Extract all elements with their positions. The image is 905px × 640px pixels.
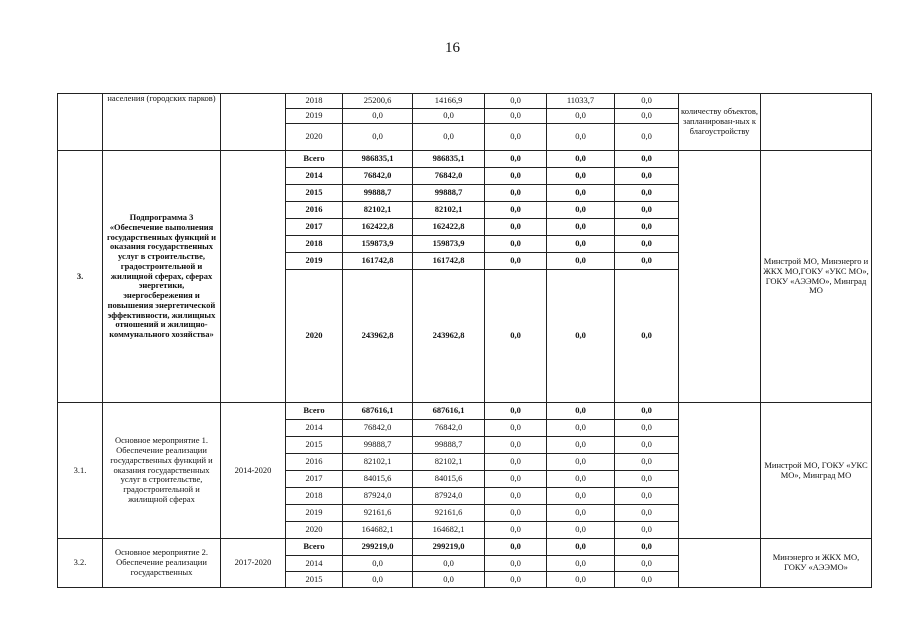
value-cell: 161742,8 xyxy=(413,253,485,270)
value-cell: 0,0 xyxy=(615,454,679,471)
total-cell: 0,0 xyxy=(343,572,413,588)
value-cell: 0,0 xyxy=(485,151,547,168)
value-cell: 0,0 xyxy=(485,437,547,454)
year-cell: Всего xyxy=(286,539,343,556)
value-cell: 0,0 xyxy=(615,151,679,168)
total-cell: 986835,1 xyxy=(343,151,413,168)
value-cell: 0,0 xyxy=(547,185,615,202)
value-cell: 0,0 xyxy=(615,556,679,572)
value-cell: 162422,8 xyxy=(413,219,485,236)
period-cell xyxy=(221,94,286,151)
value-cell: 0,0 xyxy=(547,420,615,437)
value-cell: 299219,0 xyxy=(413,539,485,556)
value-cell: 687616,1 xyxy=(413,403,485,420)
value-cell: 0,0 xyxy=(485,572,547,588)
executor-cell xyxy=(761,94,872,151)
value-cell: 164682,1 xyxy=(413,522,485,539)
total-cell: 159873,9 xyxy=(343,236,413,253)
value-cell: 0,0 xyxy=(485,556,547,572)
value-cell: 0,0 xyxy=(615,202,679,219)
value-cell: 243962,8 xyxy=(413,270,485,403)
value-cell: 0,0 xyxy=(615,505,679,522)
total-cell: 82102,1 xyxy=(343,202,413,219)
value-cell: 11033,7 xyxy=(547,94,615,109)
total-cell: 99888,7 xyxy=(343,185,413,202)
value-cell: 0,0 xyxy=(485,471,547,488)
result-cell xyxy=(679,539,761,588)
result-cell xyxy=(679,403,761,539)
value-cell: 0,0 xyxy=(615,270,679,403)
year-cell: 2020 xyxy=(286,522,343,539)
value-cell: 0,0 xyxy=(615,572,679,588)
total-cell: 76842,0 xyxy=(343,420,413,437)
row-number-cell: 3.2. xyxy=(58,539,103,588)
value-cell: 0,0 xyxy=(547,151,615,168)
year-cell: 2020 xyxy=(286,270,343,403)
value-cell: 0,0 xyxy=(485,505,547,522)
value-cell: 0,0 xyxy=(615,488,679,505)
total-cell: 161742,8 xyxy=(343,253,413,270)
value-cell: 0,0 xyxy=(547,437,615,454)
year-cell: 2019 xyxy=(286,109,343,124)
period-cell: 2014-2020 xyxy=(221,403,286,539)
value-cell: 0,0 xyxy=(485,124,547,151)
total-cell: 687616,1 xyxy=(343,403,413,420)
value-cell: 0,0 xyxy=(547,168,615,185)
year-cell: 2017 xyxy=(286,471,343,488)
row-number-cell: 3.1. xyxy=(58,403,103,539)
value-cell: 84015,6 xyxy=(413,471,485,488)
value-cell: 0,0 xyxy=(615,236,679,253)
measure-name-cell: населения (городских парков) xyxy=(103,94,221,151)
total-cell: 0,0 xyxy=(343,556,413,572)
value-cell: 76842,0 xyxy=(413,168,485,185)
value-cell: 0,0 xyxy=(413,124,485,151)
total-cell: 82102,1 xyxy=(343,454,413,471)
total-cell: 0,0 xyxy=(343,124,413,151)
value-cell: 0,0 xyxy=(615,522,679,539)
page-number: 16 xyxy=(445,40,460,56)
year-cell: 2016 xyxy=(286,454,343,471)
value-cell: 99888,7 xyxy=(413,437,485,454)
row-number-cell: 3. xyxy=(58,151,103,403)
value-cell: 0,0 xyxy=(615,420,679,437)
year-cell: 2015 xyxy=(286,572,343,588)
value-cell: 0,0 xyxy=(485,202,547,219)
value-cell: 0,0 xyxy=(547,403,615,420)
value-cell: 0,0 xyxy=(547,219,615,236)
value-cell: 0,0 xyxy=(615,219,679,236)
value-cell: 0,0 xyxy=(413,556,485,572)
value-cell: 0,0 xyxy=(547,236,615,253)
table-row xyxy=(58,403,872,420)
value-cell: 0,0 xyxy=(615,437,679,454)
value-cell: 0,0 xyxy=(615,124,679,151)
total-cell: 299219,0 xyxy=(343,539,413,556)
value-cell: 82102,1 xyxy=(413,202,485,219)
value-cell: 0,0 xyxy=(485,236,547,253)
executor-cell: Минстрой МО, Минэнерго и ЖКХ МО,ГОКУ «УКС МО», ГОКУ «АЭЭМО», Минград МО xyxy=(761,151,872,403)
value-cell: 0,0 xyxy=(485,168,547,185)
value-cell: 0,0 xyxy=(547,572,615,588)
value-cell: 986835,1 xyxy=(413,151,485,168)
value-cell: 0,0 xyxy=(547,124,615,151)
value-cell: 0,0 xyxy=(485,109,547,124)
result-cell xyxy=(679,151,761,403)
table-row xyxy=(58,94,872,109)
value-cell: 0,0 xyxy=(485,488,547,505)
value-cell: 0,0 xyxy=(485,403,547,420)
period-cell: 2017-2020 xyxy=(221,539,286,588)
value-cell: 0,0 xyxy=(485,454,547,471)
value-cell: 0,0 xyxy=(547,253,615,270)
value-cell: 0,0 xyxy=(615,471,679,488)
value-cell: 0,0 xyxy=(485,522,547,539)
total-cell: 164682,1 xyxy=(343,522,413,539)
total-cell: 87924,0 xyxy=(343,488,413,505)
result-cell: количеству объектов, запланирован-ных к благоустройству xyxy=(679,94,761,151)
value-cell: 0,0 xyxy=(485,219,547,236)
value-cell: 0,0 xyxy=(485,94,547,109)
value-cell: 82102,1 xyxy=(413,454,485,471)
value-cell: 0,0 xyxy=(485,253,547,270)
year-cell: Всего xyxy=(286,403,343,420)
year-cell: 2018 xyxy=(286,488,343,505)
measure-name-cell: Основное мероприятие 2. Обеспечение реализации государственных xyxy=(103,539,221,588)
value-cell: 0,0 xyxy=(547,505,615,522)
value-cell: 0,0 xyxy=(615,168,679,185)
period-cell xyxy=(221,151,286,403)
year-cell: 2016 xyxy=(286,202,343,219)
value-cell: 87924,0 xyxy=(413,488,485,505)
value-cell: 159873,9 xyxy=(413,236,485,253)
value-cell: 0,0 xyxy=(547,471,615,488)
value-cell: 0,0 xyxy=(615,403,679,420)
value-cell: 0,0 xyxy=(547,522,615,539)
year-cell: 2014 xyxy=(286,168,343,185)
value-cell: 0,0 xyxy=(485,539,547,556)
value-cell: 0,0 xyxy=(413,572,485,588)
year-cell: 2014 xyxy=(286,420,343,437)
value-cell: 0,0 xyxy=(485,420,547,437)
total-cell: 99888,7 xyxy=(343,437,413,454)
year-cell: Всего xyxy=(286,151,343,168)
total-cell: 76842,0 xyxy=(343,168,413,185)
total-cell: 84015,6 xyxy=(343,471,413,488)
value-cell: 0,0 xyxy=(615,539,679,556)
total-cell: 243962,8 xyxy=(343,270,413,403)
value-cell: 0,0 xyxy=(547,539,615,556)
value-cell: 0,0 xyxy=(615,94,679,109)
value-cell: 0,0 xyxy=(413,109,485,124)
value-cell: 0,0 xyxy=(615,253,679,270)
year-cell: 2019 xyxy=(286,253,343,270)
year-cell: 2017 xyxy=(286,219,343,236)
value-cell: 0,0 xyxy=(615,185,679,202)
total-cell: 0,0 xyxy=(343,109,413,124)
value-cell: 0,0 xyxy=(485,270,547,403)
year-cell: 2015 xyxy=(286,437,343,454)
total-cell: 92161,6 xyxy=(343,505,413,522)
table-row xyxy=(58,151,872,168)
value-cell: 0,0 xyxy=(547,556,615,572)
value-cell: 14166,9 xyxy=(413,94,485,109)
year-cell: 2019 xyxy=(286,505,343,522)
value-cell: 76842,0 xyxy=(413,420,485,437)
executor-cell: Минэнерго и ЖКХ МО, ГОКУ «АЭЭМО» xyxy=(761,539,872,588)
value-cell: 0,0 xyxy=(547,109,615,124)
total-cell: 25200,6 xyxy=(343,94,413,109)
executor-cell: Минстрой МО, ГОКУ «УКС МО», Минград МО xyxy=(761,403,872,539)
value-cell: 0,0 xyxy=(547,454,615,471)
budget-table xyxy=(57,93,872,588)
value-cell: 0,0 xyxy=(547,202,615,219)
row-number-cell xyxy=(58,94,103,151)
year-cell: 2020 xyxy=(286,124,343,151)
value-cell: 0,0 xyxy=(615,109,679,124)
measure-name-cell: Основное мероприятие 1. Обеспечение реализации государственных функций и оказания государственных услуг в строительстве, градостроительной и жилищной сферах xyxy=(103,403,221,539)
year-cell: 2014 xyxy=(286,556,343,572)
total-cell: 162422,8 xyxy=(343,219,413,236)
value-cell: 0,0 xyxy=(547,488,615,505)
value-cell: 92161,6 xyxy=(413,505,485,522)
year-cell: 2018 xyxy=(286,236,343,253)
value-cell: 0,0 xyxy=(547,270,615,403)
value-cell: 0,0 xyxy=(485,185,547,202)
value-cell: 99888,7 xyxy=(413,185,485,202)
year-cell: 2018 xyxy=(286,94,343,109)
table-row xyxy=(58,539,872,556)
year-cell: 2015 xyxy=(286,185,343,202)
subprogram-name-cell: Подпрограмма 3 «Обеспечение выполнения государственных функций и оказания государственных услуг в строительстве, градостроительной и жилищной сферах, сферах энергетики, энергосбережения и повышения энергетической эффективности, жилищных отношений и жилищно-коммунального хозяйства» xyxy=(103,151,221,403)
